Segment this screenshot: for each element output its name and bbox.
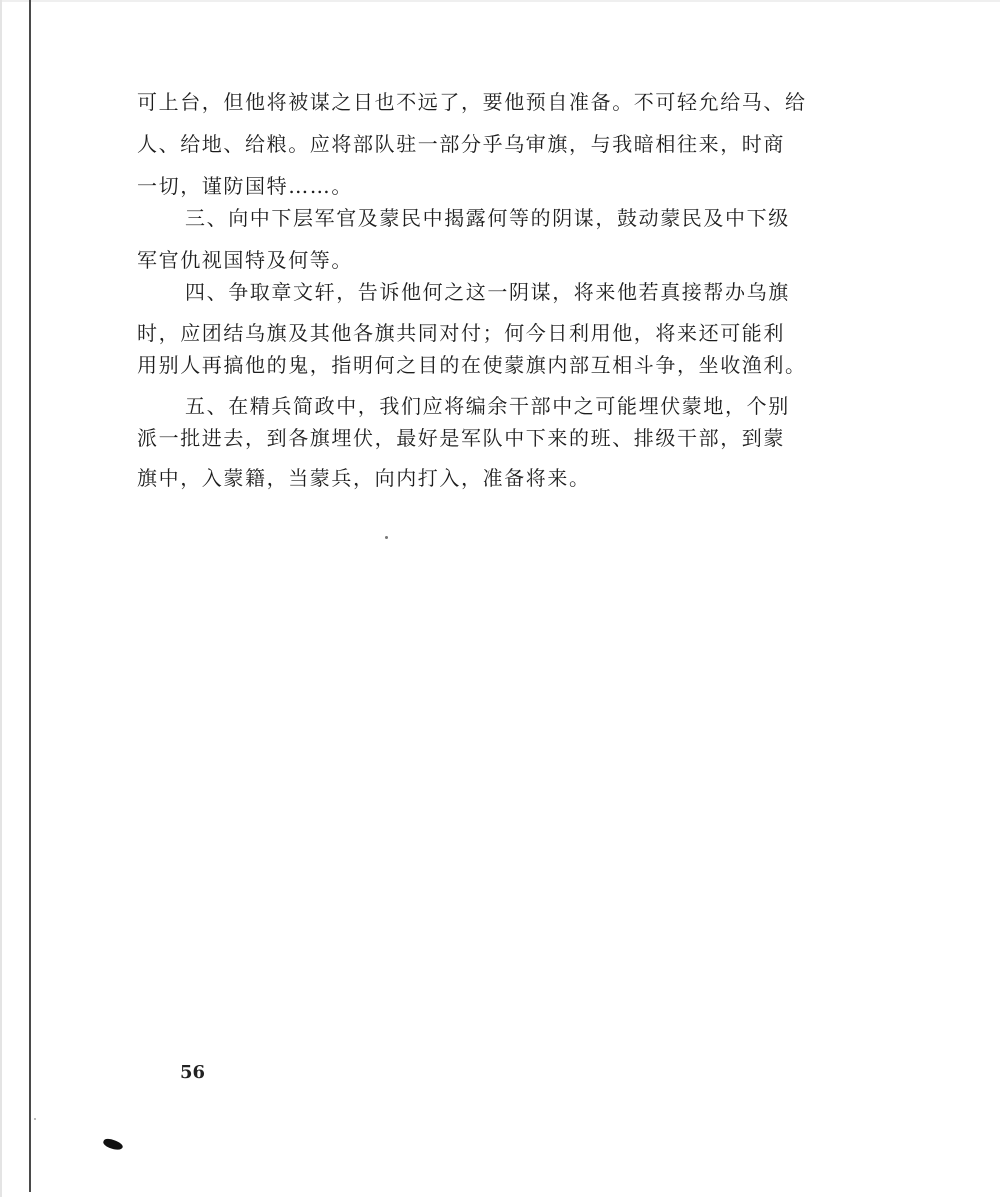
text-line-paragraph-start: 五、在精兵简政中，我们应将编余干部中之可能埋伏蒙地，个别 [185,394,790,418]
text-line: 用别人再搞他的鬼，指明何之目的在使蒙旗内部互相斗争，坐收渔利。 [137,353,807,377]
text-line: 派一批进去，到各旗埋伏，最好是军队中下来的班、排级干部，到蒙 [137,426,785,450]
scan-top-edge [0,0,1000,2]
text-line: 人、给地、给粮。应将部队驻一部分乎乌审旗，与我暗相往来，时商 [137,132,785,156]
page-number: 56 [180,1062,206,1083]
text-line: 可上台，但他将被谋之日也不远了，要他预自准备。不可轻允给马、给 [137,90,807,114]
ink-blot-mark [102,1137,124,1153]
scan-speck [34,1118,36,1120]
scan-left-edge [0,0,2,1197]
book-binding-line [29,0,31,1192]
text-line: 时，应团结乌旗及其他各旗共同对付；何今日利用他，将来还可能利 [137,321,785,345]
text-line-paragraph-start: 四、争取章文轩，告诉他何之这一阴谋，将来他若真接帮办乌旗 [185,280,790,304]
text-line: 一切，谨防国特……。 [137,174,353,198]
text-line: 军官仇视国特及何等。 [137,248,353,272]
text-line: 旗中，入蒙籍，当蒙兵，向内打入，准备将来。 [137,466,591,490]
text-line-paragraph-start: 三、向中下层军官及蒙民中揭露何等的阴谋，鼓动蒙民及中下级 [185,206,790,230]
scan-speck [385,536,388,539]
